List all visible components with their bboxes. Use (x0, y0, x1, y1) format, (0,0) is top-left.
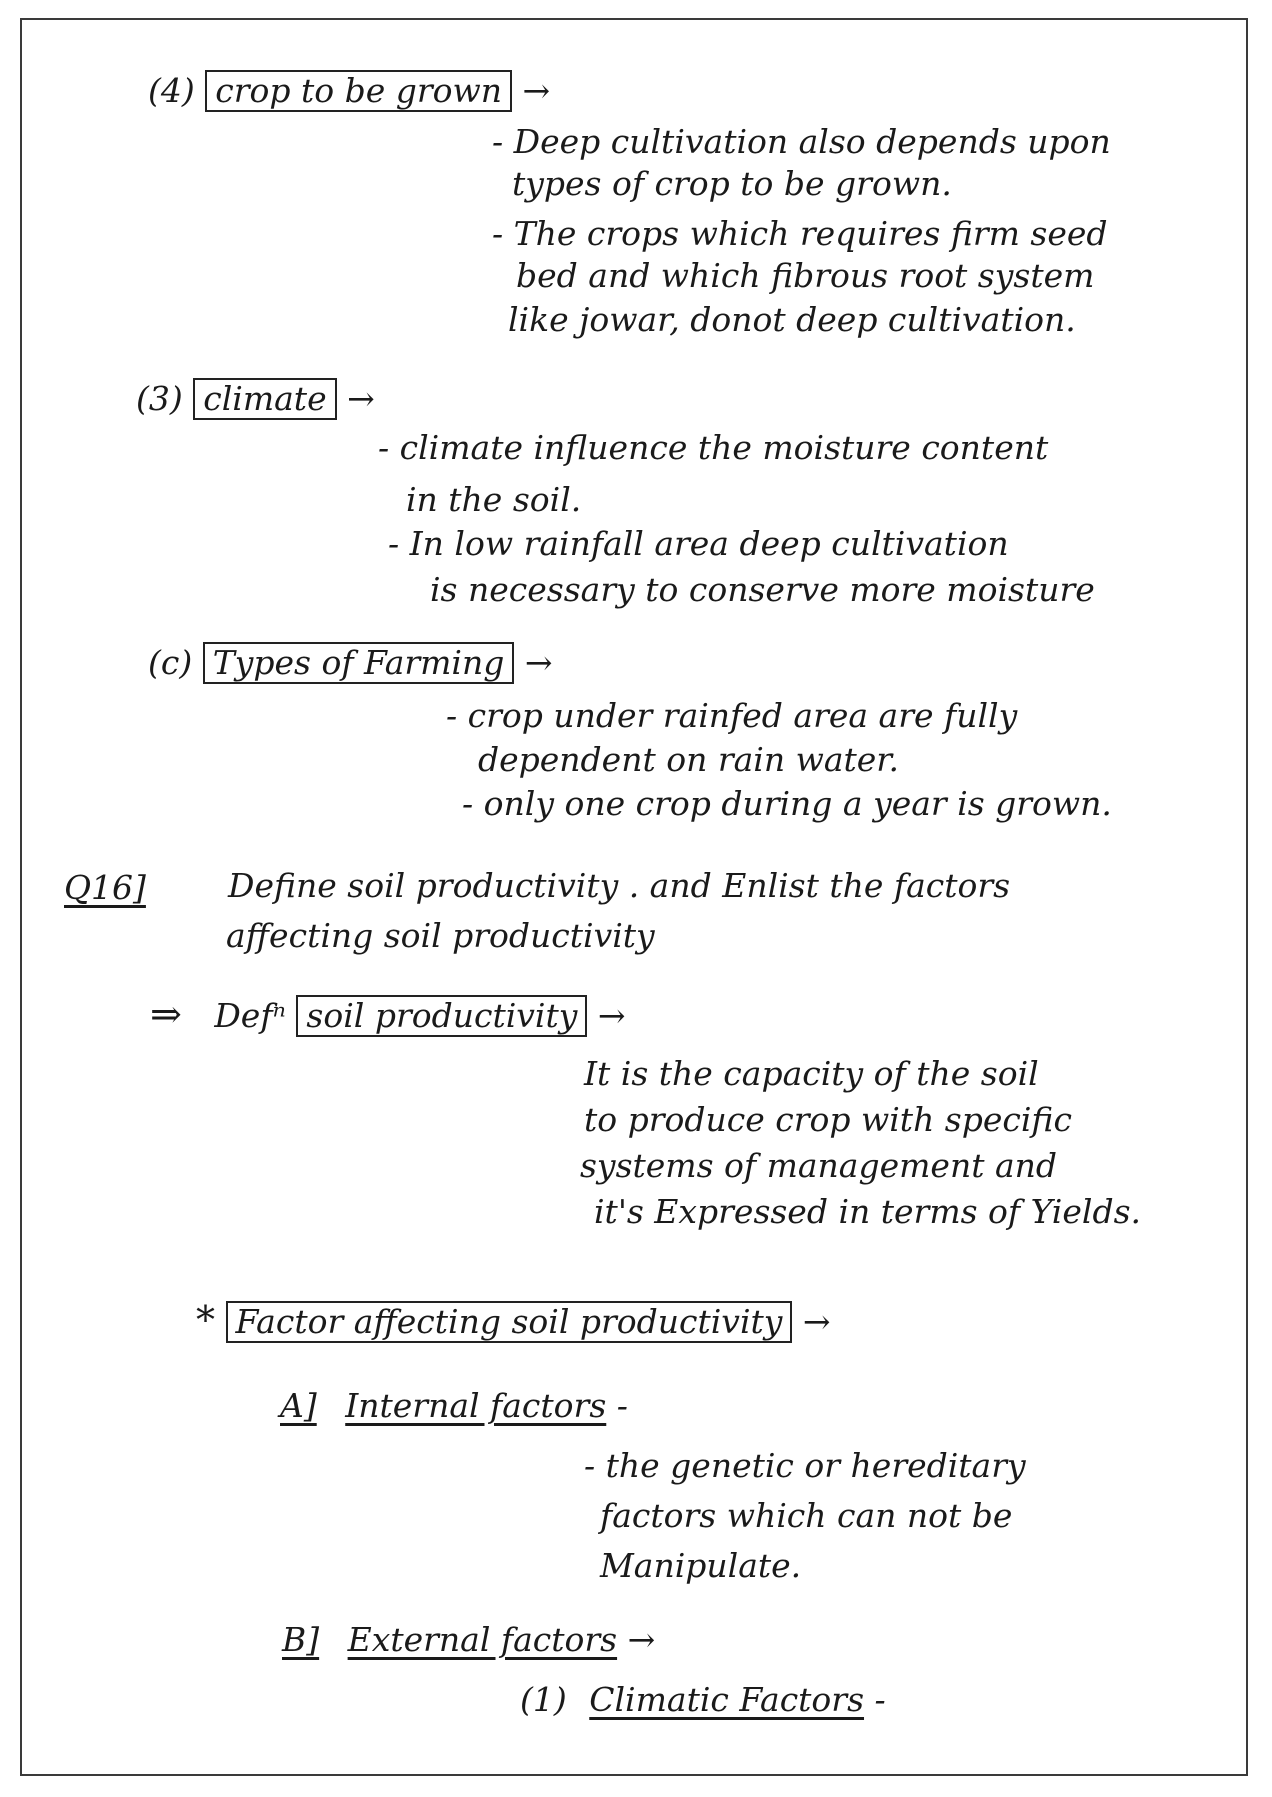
note-line: in the soil. (406, 480, 582, 519)
note-line: like jowar, donot deep cultivation. (508, 300, 1076, 339)
arrow-icon: → (347, 379, 375, 418)
arrow-icon: → (522, 71, 551, 110)
arrow-icon: → (802, 1302, 831, 1341)
dash: - (874, 1680, 886, 1719)
sub-title: Climatic Factors (589, 1680, 865, 1719)
climatic-factors-heading (520, 1680, 886, 1720)
factor-line: factors which can not be (600, 1496, 1013, 1535)
note-line: dependent on rain water. (478, 740, 899, 779)
note-line: - Deep cultivation also depends upon (492, 122, 1111, 161)
question-line: affecting soil productivity (226, 916, 655, 955)
factor-line: - the genetic or hereditary (584, 1446, 1026, 1485)
boxed-heading: Types of Farming (203, 642, 515, 684)
factors-heading (196, 1300, 831, 1343)
note-line: - climate influence the moisture content (378, 428, 1049, 467)
note-line: - crop under rainfed area are fully (446, 696, 1018, 735)
note-line: is necessary to conserve more moisture (430, 570, 1095, 609)
factor-label: B] (282, 1620, 320, 1659)
internal-factors-heading (280, 1386, 628, 1426)
arrow-icon: → (524, 643, 553, 682)
note-line: - The crops which requires firm seed (492, 214, 1108, 253)
note-line: - In low rainfall area deep cultivation (388, 524, 1009, 563)
arrow-icon: → (627, 1620, 656, 1659)
dash: - (616, 1386, 628, 1425)
definition-line: systems of management and (580, 1146, 1058, 1185)
note-line: types of crop to be grown. (512, 164, 952, 203)
section-heading-crop (148, 70, 550, 112)
section-heading-farming (148, 642, 553, 684)
implies-icon: ⇒ (150, 992, 182, 1036)
note-line: bed and which fibrous root system (516, 256, 1095, 295)
factor-title: Internal factors (345, 1386, 607, 1425)
question-line: Define soil productivity . and Enlist the factors (228, 866, 1011, 905)
definition-line: to produce crop with specific (584, 1100, 1072, 1139)
section-number: (4) (148, 71, 195, 110)
definition-heading (150, 994, 626, 1037)
sub-number: (1) (520, 1680, 567, 1719)
section-number: (3) (136, 379, 183, 418)
factor-line: Manipulate. (600, 1546, 802, 1585)
boxed-heading: crop to be grown (205, 70, 512, 112)
definition-line: it's Expressed in terms of Yields. (594, 1192, 1141, 1231)
boxed-heading: soil productivity (296, 995, 587, 1037)
factor-title: External factors (347, 1620, 618, 1659)
boxed-heading: climate (193, 378, 336, 420)
definition-line: It is the capacity of the soil (584, 1054, 1039, 1093)
section-heading-climate (136, 378, 375, 420)
question-number: Q16] (64, 868, 146, 907)
boxed-heading: Factor affecting soil productivity (226, 1301, 793, 1343)
asterisk-icon: * (196, 1298, 215, 1342)
section-number: (c) (148, 643, 193, 682)
note-line: - only one crop during a year is grown. (462, 784, 1112, 823)
arrow-icon: → (597, 996, 626, 1035)
external-factors-heading (282, 1620, 655, 1660)
factor-label: A] (280, 1386, 317, 1425)
definition-prefix: Defⁿ (214, 996, 286, 1035)
